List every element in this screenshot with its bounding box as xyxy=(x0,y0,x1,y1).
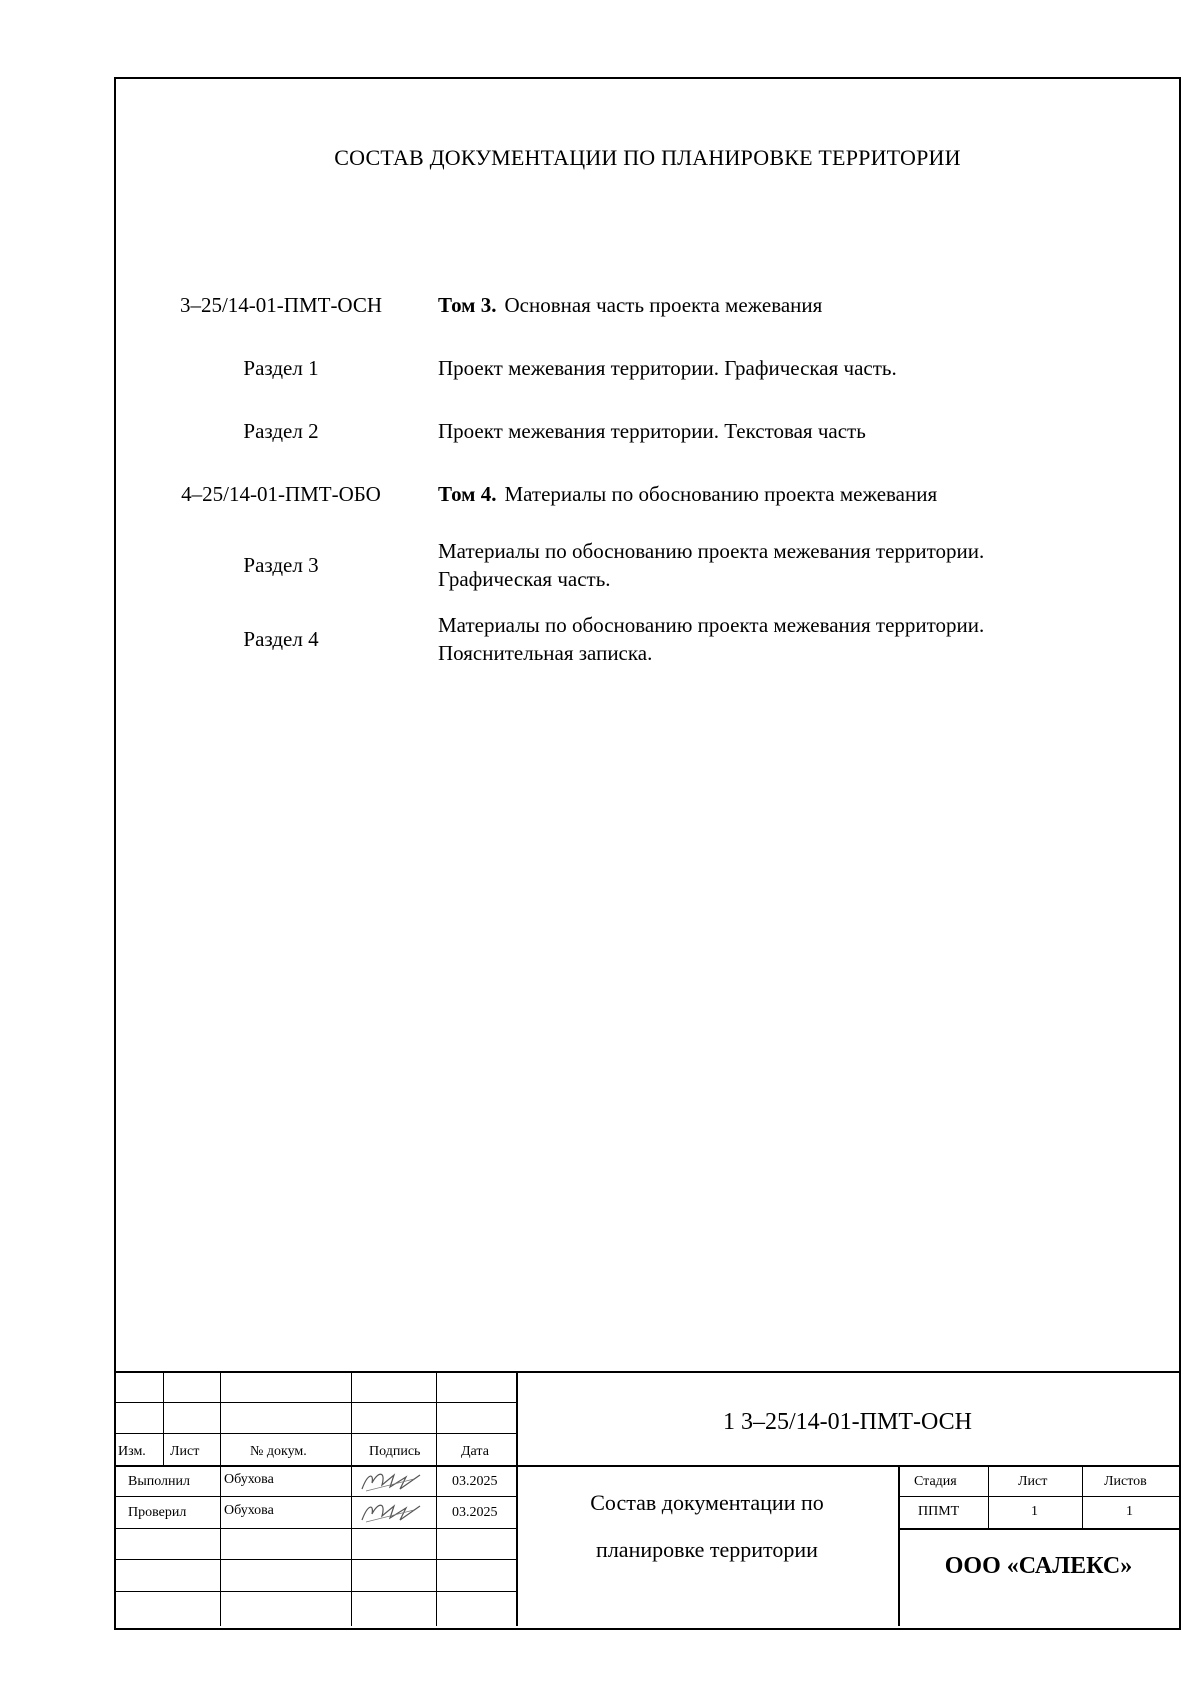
col-header-doc-num: № докум. xyxy=(250,1444,307,1459)
section-title: Материалы по обоснованию проекта межевания территории. xyxy=(438,613,985,637)
checked-by: Обухова xyxy=(224,1503,274,1518)
stamp-doc-name-line1: Состав документации по xyxy=(590,1490,824,1515)
performed-date: 03.2025 xyxy=(452,1474,498,1489)
stage-label: Стадия xyxy=(914,1474,957,1489)
section-title-continued: Пояснительная записка. xyxy=(438,641,653,665)
page-title: СОСТАВ ДОКУМЕНТАЦИИ ПО ПЛАНИРОВКЕ ТЕРРИТОРИИ xyxy=(334,145,961,170)
checked-date: 03.2025 xyxy=(452,1505,498,1520)
company-name: ООО «САЛЕКС» xyxy=(944,1553,1133,1579)
checked-label: Проверил xyxy=(128,1505,187,1520)
page-frame xyxy=(114,77,1181,1630)
section-title: Проект межевания территории. Графическая часть. xyxy=(438,356,897,380)
stamp-doc-code: 1 3–25/14-01-ПМТ-ОСН xyxy=(723,1409,972,1435)
sheet-label: Лист xyxy=(1018,1474,1048,1489)
volume-title: Основная часть проекта межевания xyxy=(504,293,823,317)
section-label: Раздел 4 xyxy=(243,627,319,651)
sheet-value: 1 xyxy=(1031,1504,1038,1519)
volume-label: Том 4. xyxy=(438,482,497,506)
section-label: Раздел 2 xyxy=(243,419,319,443)
sheets-label: Листов xyxy=(1104,1474,1147,1489)
stamp-doc-name-line2: планировке территории xyxy=(596,1537,818,1562)
volume-title: Материалы по обоснованию проекта межевания xyxy=(504,482,938,506)
col-header-izm: Изм. xyxy=(118,1444,146,1459)
section-title: Материалы по обоснованию проекта межевания территории. xyxy=(438,539,985,563)
col-header-list: Лист xyxy=(170,1444,200,1459)
performed-label: Выполнил xyxy=(128,1474,191,1489)
title-block xyxy=(116,1371,1179,1628)
section-label: Раздел 1 xyxy=(243,356,319,380)
volume-label: Том 3. xyxy=(438,293,497,317)
col-header-date: Дата xyxy=(461,1444,489,1459)
section-label: Раздел 3 xyxy=(243,553,319,577)
section-title-continued: Графическая часть. xyxy=(438,567,611,591)
volume-code: 4–25/14-01-ПМТ-ОБО xyxy=(181,482,381,506)
col-header-signature: Подпись xyxy=(369,1444,421,1459)
stage-value: ППМТ xyxy=(918,1504,960,1519)
signature-icon xyxy=(360,1500,422,1524)
volume-code: 3–25/14-01-ПМТ-ОСН xyxy=(179,293,383,317)
stamp-doc-name xyxy=(516,1479,898,1573)
performed-by: Обухова xyxy=(224,1472,274,1487)
signature-icon xyxy=(360,1469,422,1493)
section-title: Проект межевания территории. Текстовая часть xyxy=(438,419,866,443)
sheets-value: 1 xyxy=(1126,1504,1133,1519)
